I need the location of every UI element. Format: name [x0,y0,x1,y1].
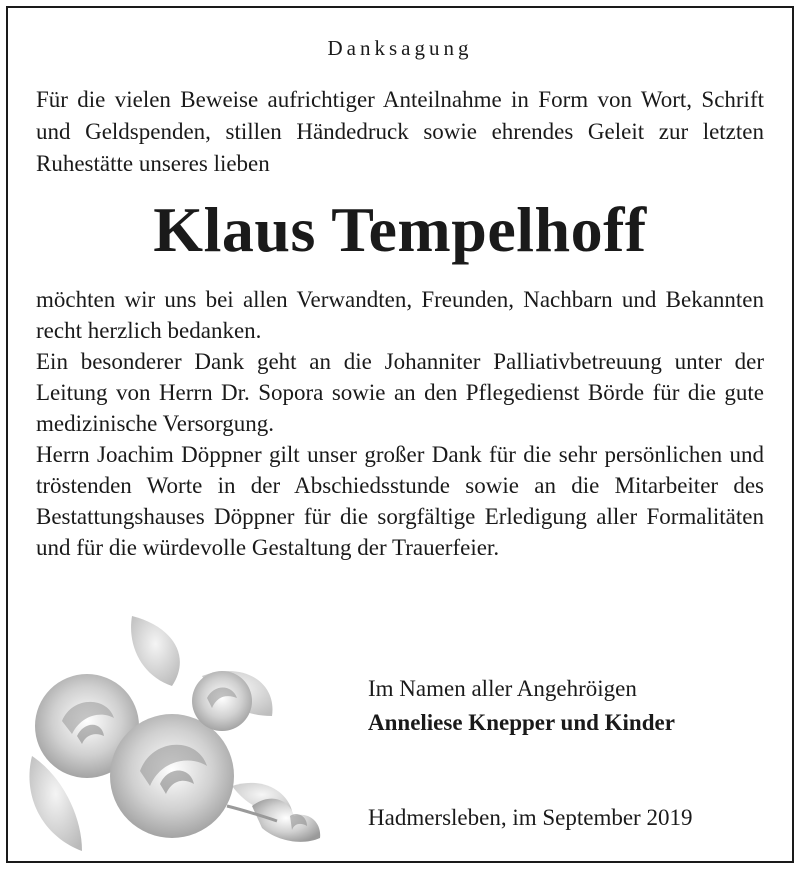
paragraph-thanks-relatives: möchten wir uns bei allen Verwandten, Freunden, Nachbarn und Bekannten recht herzlich bedanken. [36,287,764,343]
obituary-card [6,6,794,863]
intro-text: Für die vielen Beweise aufrichtiger Anteilnahme in Form von Wort, Schrift und Geldspenden, stillen Händedruck sowie ehrendes Geleit zur letzten Ruhestätte unseres lieben [36,87,764,176]
paragraph-thanks-funeral: Herrn Joachim Döppner gilt unser großer Dank für die sehr persönlichen und tröstenden Worte in der Abschiedsstunde sowie an die Mitarbeiter des Bestattungshauses Döppner für die sorgfältige Erledigung aller Formalitäten und für die würdevolle Gestaltung der Trauerfeier. [36,442,764,560]
place-date: Hadmersleben, im September 2019 [368,805,693,830]
roses-illustration [22,606,362,856]
signature-names: Anneliese Knepper und Kinder [368,710,675,735]
heading: Danksagung [327,36,473,60]
signature-intro: Im Namen aller Angehröigen [368,676,637,701]
thanks-body [36,284,764,563]
deceased-name: Klaus Tempelhoff [153,194,647,265]
paragraph-thanks-care: Ein besonderer Dank geht an die Johanniter Palliativbetreuung unter der Leitung von Herrn Dr. Sopora sowie an den Pflegedienst Börde für die gute medizinische Versorgung. [36,349,764,436]
